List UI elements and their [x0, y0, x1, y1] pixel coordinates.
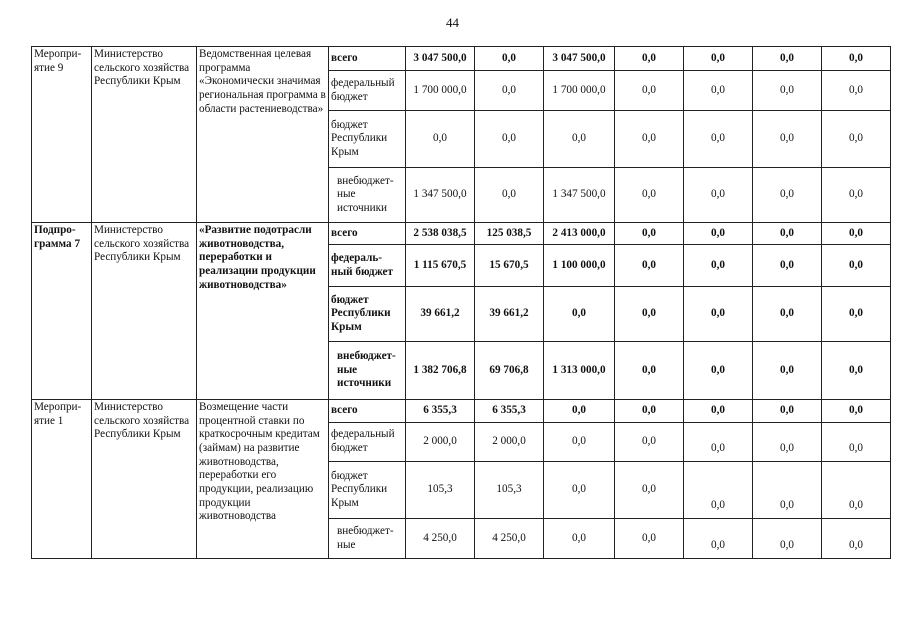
- amount-cell: 125 038,5: [475, 223, 544, 245]
- amount-cell: 0,0: [475, 47, 544, 71]
- amount-cell: 1 347 500,0: [406, 168, 475, 223]
- amount-cell: 0,0: [753, 287, 822, 342]
- amount-cell: 0,0: [822, 342, 891, 400]
- amount-cell: 0,0: [822, 111, 891, 168]
- amount-cell: 0,0: [615, 111, 684, 168]
- funding-source-cell: всего: [329, 223, 406, 245]
- amount-cell: 2 000,0: [406, 423, 475, 462]
- amount-cell: 0,0: [544, 111, 615, 168]
- item-cell: Меропри-ятие 9: [32, 47, 92, 223]
- amount-cell: 0,0: [475, 111, 544, 168]
- amount-cell: 6 355,3: [406, 400, 475, 423]
- amount-cell: 1 700 000,0: [406, 71, 475, 111]
- amount-cell: 15 670,5: [475, 245, 544, 287]
- amount-cell: 0,0: [822, 168, 891, 223]
- executor-cell: Министерство сельского хозяйства Республики Крым: [92, 400, 197, 559]
- amount-cell: 0,0: [822, 423, 891, 462]
- amount-cell: 0,0: [753, 111, 822, 168]
- amount-cell: 1 347 500,0: [544, 168, 615, 223]
- table-row: [32, 223, 891, 245]
- amount-cell: 0,0: [753, 245, 822, 287]
- amount-cell: 0,0: [822, 71, 891, 111]
- amount-cell: 0,0: [615, 342, 684, 400]
- funding-source-cell: внебюджет-ные источники: [329, 342, 406, 400]
- funding-source-cell: федераль-ный бюджет: [329, 245, 406, 287]
- page-number: 44: [446, 15, 459, 30]
- amount-cell: 0,0: [684, 47, 753, 71]
- funding-source-cell: бюджет Республики Крым: [329, 111, 406, 168]
- budget-table: [31, 46, 891, 559]
- amount-cell: 1 382 706,8: [406, 342, 475, 400]
- funding-source-cell: федеральный бюджет: [329, 71, 406, 111]
- amount-cell: 4 250,0: [475, 519, 544, 559]
- amount-cell: 0,0: [753, 462, 822, 519]
- amount-cell: 0,0: [684, 519, 753, 559]
- amount-cell: 0,0: [544, 400, 615, 423]
- program-title-cell: Ведомственная целевая программа «Экономически значимая региональная программа в области растениеводства»: [197, 47, 329, 223]
- amount-cell: 0,0: [684, 342, 753, 400]
- amount-cell: 0,0: [684, 462, 753, 519]
- amount-cell: 0,0: [822, 287, 891, 342]
- amount-cell: 0,0: [753, 342, 822, 400]
- amount-cell: 0,0: [475, 168, 544, 223]
- amount-cell: 0,0: [615, 423, 684, 462]
- item-cell: Подпро-грамма 7: [32, 223, 92, 400]
- funding-source-cell: федеральный бюджет: [329, 423, 406, 462]
- amount-cell: 0,0: [753, 423, 822, 462]
- amount-cell: 0,0: [822, 519, 891, 559]
- amount-cell: 1 313 000,0: [544, 342, 615, 400]
- funding-source-cell: внебюджет-ные источники: [329, 168, 406, 223]
- program-title-cell: «Развитие подотрасли животноводства, переработки и реализации продукции животноводства»: [197, 223, 329, 400]
- amount-cell: 0,0: [615, 287, 684, 342]
- amount-cell: 0,0: [406, 111, 475, 168]
- amount-cell: 0,0: [615, 519, 684, 559]
- amount-cell: 1 100 000,0: [544, 245, 615, 287]
- amount-cell: 0,0: [753, 519, 822, 559]
- amount-cell: 0,0: [753, 71, 822, 111]
- amount-cell: 0,0: [753, 168, 822, 223]
- amount-cell: 2 413 000,0: [544, 223, 615, 245]
- amount-cell: 0,0: [544, 287, 615, 342]
- amount-cell: 39 661,2: [475, 287, 544, 342]
- amount-cell: 0,0: [615, 71, 684, 111]
- amount-cell: 0,0: [753, 223, 822, 245]
- amount-cell: 0,0: [822, 245, 891, 287]
- amount-cell: 0,0: [753, 47, 822, 71]
- amount-cell: 0,0: [753, 400, 822, 423]
- amount-cell: 0,0: [544, 519, 615, 559]
- funding-source-cell: всего: [329, 400, 406, 423]
- amount-cell: 3 047 500,0: [544, 47, 615, 71]
- amount-cell: 0,0: [822, 462, 891, 519]
- amount-cell: 1 700 000,0: [544, 71, 615, 111]
- executor-cell: Министерство сельского хозяйства Республики Крым: [92, 223, 197, 400]
- amount-cell: 0,0: [684, 71, 753, 111]
- amount-cell: 0,0: [544, 423, 615, 462]
- table-row: [32, 47, 891, 71]
- amount-cell: 6 355,3: [475, 400, 544, 423]
- executor-cell: Министерство сельского хозяйства Республики Крым: [92, 47, 197, 223]
- amount-cell: 0,0: [615, 223, 684, 245]
- amount-cell: 0,0: [684, 400, 753, 423]
- amount-cell: 4 250,0: [406, 519, 475, 559]
- amount-cell: 0,0: [615, 47, 684, 71]
- amount-cell: 105,3: [475, 462, 544, 519]
- funding-source-cell: всего: [329, 47, 406, 71]
- amount-cell: 105,3: [406, 462, 475, 519]
- amount-cell: 0,0: [822, 47, 891, 71]
- amount-cell: 0,0: [615, 462, 684, 519]
- amount-cell: 0,0: [615, 400, 684, 423]
- item-cell: Меропри-ятие 1: [32, 400, 92, 559]
- amount-cell: 0,0: [822, 400, 891, 423]
- amount-cell: 2 000,0: [475, 423, 544, 462]
- amount-cell: 0,0: [684, 223, 753, 245]
- amount-cell: 0,0: [615, 168, 684, 223]
- funding-source-cell: бюджет Республики Крым: [329, 462, 406, 519]
- amount-cell: 0,0: [475, 71, 544, 111]
- amount-cell: 1 115 670,5: [406, 245, 475, 287]
- amount-cell: 0,0: [684, 245, 753, 287]
- amount-cell: 0,0: [544, 462, 615, 519]
- amount-cell: 0,0: [684, 423, 753, 462]
- amount-cell: 39 661,2: [406, 287, 475, 342]
- amount-cell: 69 706,8: [475, 342, 544, 400]
- amount-cell: 0,0: [684, 287, 753, 342]
- program-title-cell: Возмещение части процентной ставки по краткосрочным кредитам (займам) на развитие животноводства, переработки его продукции, реализацию продукции животноводства: [197, 400, 329, 559]
- amount-cell: 2 538 038,5: [406, 223, 475, 245]
- amount-cell: 0,0: [684, 111, 753, 168]
- funding-source-cell: бюджет Республики Крым: [329, 287, 406, 342]
- amount-cell: 3 047 500,0: [406, 47, 475, 71]
- amount-cell: 0,0: [615, 245, 684, 287]
- amount-cell: 0,0: [684, 168, 753, 223]
- table-row: [32, 400, 891, 423]
- funding-source-cell: внебюджет-ные: [329, 519, 406, 559]
- amount-cell: 0,0: [822, 223, 891, 245]
